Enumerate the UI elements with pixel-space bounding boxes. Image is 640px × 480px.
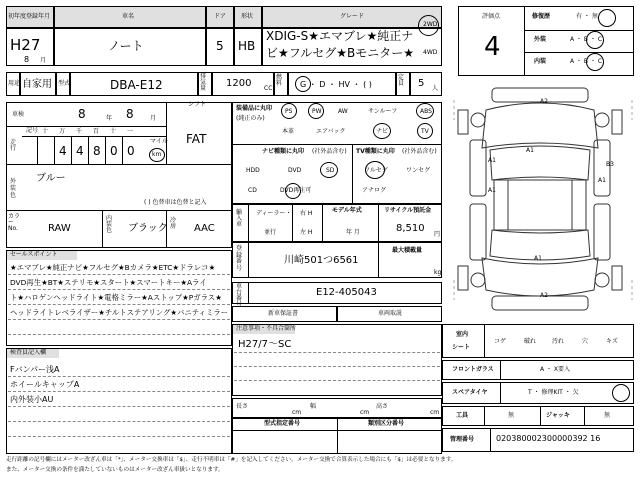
drive-2wd: 2WD bbox=[423, 21, 438, 28]
shape-label: 形状 bbox=[241, 13, 254, 20]
equipment-item: AW bbox=[338, 108, 348, 115]
grade-line2: ビ★フルセグ★Bモニター★ bbox=[266, 46, 415, 60]
unit-mile: マイル bbox=[150, 138, 168, 145]
equipment-item: サンルーフ bbox=[368, 108, 398, 115]
import-left: 左 H bbox=[300, 229, 313, 236]
disp-value: 1200 bbox=[226, 78, 252, 89]
km-circle bbox=[149, 148, 165, 162]
digit-unit-label: 百 bbox=[93, 128, 100, 135]
import-div3 bbox=[322, 204, 323, 242]
chassis-label: 車台番号 bbox=[236, 283, 243, 308]
model-label: 車名 bbox=[122, 13, 135, 20]
navi-hdd: HDD bbox=[246, 167, 260, 174]
score-label: 評価点 bbox=[482, 13, 501, 20]
length-label: 長さ bbox=[236, 403, 249, 410]
diag-mark-8: A2 bbox=[540, 292, 548, 299]
grade-label: グレード bbox=[340, 13, 365, 20]
width-unit: cm bbox=[360, 409, 370, 416]
cap-value: 5 bbox=[418, 78, 425, 89]
import-right: 右 H bbox=[300, 210, 313, 217]
sales-rule-3 bbox=[8, 304, 230, 305]
shift-divider bbox=[166, 102, 167, 164]
import-div1 bbox=[248, 204, 249, 242]
car-diagram-svg bbox=[452, 80, 634, 320]
manual-label: 車両取説 bbox=[378, 310, 403, 317]
first-reg-label: 初年度登録年月 bbox=[8, 13, 51, 20]
sales-line-3: ト★ハロゲンヘッドライト★電格ミラー★Aストップ★Pガラス★ bbox=[10, 293, 222, 302]
exterior-bottom bbox=[6, 210, 232, 211]
insp-rule-1 bbox=[8, 376, 230, 377]
footer-line-2: また、メーター交換の条件を満たしていないものはメーター改ざん車扱いとなります。 bbox=[6, 467, 224, 473]
recycle-value: 8,510 bbox=[396, 223, 425, 234]
import-div4 bbox=[378, 204, 379, 242]
mileage-digit: 0 bbox=[127, 144, 135, 158]
equipment-subtitle: (純正のみ) bbox=[236, 115, 265, 122]
tv-analog: アナログ bbox=[362, 187, 387, 194]
tools-value: 無 bbox=[508, 412, 515, 419]
mgmt-div bbox=[490, 428, 491, 452]
digit-divider bbox=[105, 136, 106, 164]
navi-note: (社外品含む) bbox=[312, 148, 347, 155]
ps-circle bbox=[281, 103, 297, 119]
recycle-label: リサイクル預託金 bbox=[384, 207, 432, 214]
seat-div bbox=[484, 324, 485, 358]
grade-row2 bbox=[524, 52, 634, 53]
color-div2 bbox=[166, 210, 167, 248]
import-div2 bbox=[292, 204, 293, 242]
notes-rule-1 bbox=[234, 352, 440, 353]
type-spec-label: 型式指定番号 bbox=[264, 420, 301, 427]
mileage-bottom bbox=[6, 164, 232, 165]
digit-unit-label: 十 bbox=[110, 128, 117, 135]
seat-item-2: 破れ bbox=[524, 338, 537, 345]
shaken-year: 8 bbox=[78, 107, 86, 121]
shape-value: HB bbox=[238, 39, 256, 53]
shift-value: FAT bbox=[186, 132, 207, 146]
mileage-digit: 0 bbox=[110, 144, 118, 158]
diag-mark-3: A1 bbox=[488, 157, 496, 164]
sales-title: セールスポイント bbox=[10, 251, 58, 258]
repair-label: 修復歴 bbox=[532, 13, 551, 20]
exterior-note: ( ) 色替車は色替と記入 bbox=[144, 199, 207, 206]
import-dealer: ディーラー・ bbox=[256, 210, 292, 217]
tools-div1 bbox=[484, 406, 485, 426]
sales-line-2: DVD再生★BT★ステリモ★スタート★スマートキー★Aライ bbox=[10, 278, 207, 287]
cap-unit: 人 bbox=[432, 85, 439, 92]
sales-line-1: ★エマブレ★純正ナビ★フルセグ★Bカメラ★ETC★ドラレコ★ bbox=[10, 263, 216, 272]
height-label: 高さ bbox=[376, 403, 389, 410]
length-unit: cm bbox=[292, 409, 302, 416]
digit-header-line bbox=[22, 136, 166, 137]
height-unit: cm bbox=[430, 409, 440, 416]
navi-dvd-play: DVD再生可 bbox=[280, 187, 312, 194]
maxload-div bbox=[378, 242, 379, 278]
color-no-label: カラーNo. bbox=[8, 213, 21, 232]
tv-circle bbox=[417, 123, 433, 139]
ac-value: AAC bbox=[194, 223, 215, 234]
new-car-label: 新車保証書 bbox=[268, 310, 299, 317]
import-parallel: 並行 bbox=[264, 229, 277, 236]
navi-circle bbox=[373, 123, 391, 139]
disp-label: 排気量 bbox=[200, 73, 207, 92]
digit-unit-label: 十 bbox=[42, 128, 49, 135]
glass-div bbox=[500, 360, 501, 380]
chassis-value: E12-405043 bbox=[316, 287, 377, 298]
grade-row1 bbox=[524, 30, 634, 31]
spec-line bbox=[232, 430, 442, 431]
cap-label: 定員 bbox=[398, 74, 405, 87]
spare-div bbox=[500, 382, 501, 404]
digit-divider bbox=[37, 136, 38, 164]
sd-circle bbox=[320, 162, 338, 178]
type-label: 型式 bbox=[58, 80, 71, 87]
dvd-play-circle bbox=[285, 183, 301, 199]
seat-item-1: コゲ bbox=[494, 338, 507, 345]
shift-label: シフト bbox=[188, 101, 207, 108]
int-b-circle bbox=[586, 53, 604, 71]
insp-rule-3 bbox=[8, 406, 230, 407]
glass-label: フロントガラス bbox=[452, 366, 494, 373]
shaken-month: 8 bbox=[126, 107, 134, 121]
int-label: 内装 bbox=[534, 58, 547, 65]
doors-label: ドア bbox=[214, 13, 226, 20]
glass-value: A ・ X要入 bbox=[540, 366, 571, 373]
color-div1 bbox=[102, 210, 103, 248]
inspector-line-3: 内外装小AU bbox=[10, 395, 54, 404]
dimensions-block bbox=[232, 398, 442, 418]
fuel-g-circle bbox=[295, 76, 311, 92]
sales-line-4: ヘッドライトレベライザー★チルトステアリング★バニティミラー bbox=[10, 308, 229, 317]
spare-label: スペアタイヤ bbox=[452, 389, 488, 396]
mileage-digit: 4 bbox=[76, 144, 84, 158]
disp-unit: CC bbox=[264, 85, 273, 92]
insp-rule-5 bbox=[8, 436, 230, 437]
digit-unit-label: 万 bbox=[59, 128, 66, 135]
car-diagram bbox=[452, 80, 634, 320]
diag-mark-6: A1 bbox=[598, 177, 606, 184]
tools-label: 工具 bbox=[456, 412, 469, 419]
inspector-line-2: ホイールキャップA bbox=[10, 380, 80, 389]
interior-label: 内装色 bbox=[106, 215, 113, 234]
insp-rule-4 bbox=[8, 421, 230, 422]
navi-cd: CD bbox=[248, 187, 257, 194]
shaken-label: 車検 bbox=[12, 111, 25, 118]
color-no: RAW bbox=[48, 223, 71, 234]
drive-2wd-circle bbox=[418, 15, 439, 36]
navi-dvd: DVD bbox=[288, 167, 302, 174]
first-reg-month-unit: 月 bbox=[40, 57, 47, 64]
seat-label-2: シート bbox=[452, 344, 471, 351]
grade-line1: XDIG-S★エマブレ★純正ナ bbox=[266, 29, 414, 43]
interior-color: ブラック bbox=[128, 223, 168, 234]
exterior-label: 外装色 bbox=[10, 178, 17, 200]
fuel-label: 燃料 bbox=[276, 74, 283, 87]
equipment-item: 本革 bbox=[282, 128, 295, 135]
diag-mark-2: A1 bbox=[526, 147, 534, 154]
digit-divider bbox=[122, 136, 123, 164]
maxload-label: 最大積載量 bbox=[392, 247, 423, 254]
diag-mark-5: B3 bbox=[606, 161, 614, 168]
seat-item-5: キズ bbox=[606, 338, 618, 345]
diag-mark-7: A1 bbox=[534, 255, 542, 262]
sales-rule-5 bbox=[8, 334, 230, 335]
pw-circle bbox=[308, 103, 324, 119]
drive-4wd: 4WD bbox=[423, 49, 438, 56]
ext-abc: A ・ B ・ C bbox=[570, 36, 603, 43]
repair-none-circle bbox=[598, 9, 616, 27]
notes-block bbox=[232, 324, 442, 396]
equipment-item: ABS bbox=[420, 108, 432, 115]
maxload-unit: kg bbox=[434, 269, 442, 276]
equipment-item: TV bbox=[421, 128, 429, 135]
equipment-title: 装備品に丸印 bbox=[236, 105, 273, 112]
first-reg-month: 8 bbox=[24, 55, 30, 64]
inspector-label: 検査員記入欄 bbox=[10, 349, 47, 356]
tv-note: (社外品含む) bbox=[402, 148, 437, 155]
spare-none-circle bbox=[612, 384, 630, 402]
fullseg-circle bbox=[365, 161, 385, 179]
mgmt-value: 020380002300000392 16 bbox=[496, 434, 601, 443]
tools-div2 bbox=[540, 406, 541, 426]
model-year-label: モデル年式 bbox=[332, 207, 362, 214]
equipment-item: PW bbox=[312, 108, 322, 115]
navi-title: ナビ種類に丸印 bbox=[262, 148, 305, 155]
ext-b-circle bbox=[586, 31, 604, 49]
width-label: 幅 bbox=[310, 403, 317, 410]
plate-value: 川崎501つ6561 bbox=[284, 255, 359, 266]
chassis-div bbox=[248, 282, 249, 304]
notes-value: H27/7～SC bbox=[238, 339, 292, 350]
plate-div bbox=[248, 242, 249, 278]
import-label: 輸入車 bbox=[236, 209, 243, 228]
notes-rule-3 bbox=[234, 380, 440, 381]
repair-opts: 有 ・ 無 bbox=[576, 13, 598, 20]
jack-value: 無 bbox=[604, 412, 611, 419]
notes-label: 注意事項・不具合箇所 bbox=[236, 325, 297, 332]
use-label: 用途 bbox=[8, 80, 21, 87]
diag-mark-4: A1 bbox=[488, 187, 496, 194]
inspector-line-1: Fバンパー浅A bbox=[10, 365, 60, 374]
recycle-yen: 円 bbox=[434, 231, 441, 238]
digit-unit-label: 千 bbox=[76, 128, 83, 135]
sales-rule-2 bbox=[8, 289, 230, 290]
sales-rule-4 bbox=[8, 319, 230, 320]
digit-divider bbox=[71, 136, 72, 164]
spare-value: T ・ 修理KIT ・ 欠 bbox=[528, 389, 579, 396]
int-abc: A ・ B ・ C bbox=[570, 58, 603, 65]
plate-label: 登録番号 bbox=[236, 245, 243, 272]
tv-fullseg: フルセグ bbox=[364, 167, 388, 174]
digit-divider bbox=[88, 136, 89, 164]
cap-box bbox=[410, 72, 442, 96]
seat-item-4: 穴 bbox=[582, 338, 589, 345]
model-value: ノート bbox=[108, 39, 144, 53]
tools-div3 bbox=[584, 406, 585, 426]
shaken-month-unit: 月 bbox=[150, 115, 157, 122]
type-value: DBA-E12 bbox=[110, 78, 163, 92]
digit-unit-label: 一 bbox=[127, 128, 134, 135]
fuel-options: G ・ D ・ HV ・ ( ) bbox=[300, 80, 372, 89]
mileage-label: 走行 bbox=[10, 139, 17, 152]
jack-label: ジャッキ bbox=[546, 412, 570, 419]
footer-line-1: 走行距離の記号欄にはメーター改ざん車は「*」、メーター交換車は「$」、走行不明車は「#」を記入してください。メーター交換で合算表示した場合にも「$」は必要となります。 bbox=[6, 457, 457, 463]
digit-divider bbox=[54, 136, 55, 164]
grade-panel-div bbox=[524, 6, 525, 76]
spec-div bbox=[337, 418, 338, 454]
mileage-digit: 4 bbox=[59, 144, 67, 158]
diag-mark-1: A2 bbox=[540, 98, 548, 105]
model-year-units: 年 月 bbox=[346, 229, 360, 236]
exterior-color: ブルー bbox=[36, 173, 66, 184]
score-value: 4 bbox=[484, 32, 501, 62]
seat-item-3: 汚れ bbox=[552, 338, 565, 345]
tv-oneseg: ワンセグ bbox=[406, 167, 431, 174]
seat-label-1: 室内 bbox=[456, 331, 469, 338]
navi-tv-divider bbox=[352, 144, 353, 204]
shaken-year-unit: 年 bbox=[106, 115, 113, 122]
category-label: 類別区分番号 bbox=[368, 420, 405, 427]
record-label: 記号 bbox=[26, 127, 39, 134]
doors-value: 5 bbox=[216, 39, 224, 53]
equipment-item: ナビ bbox=[376, 128, 389, 135]
equipment-item: エアバック bbox=[316, 128, 346, 135]
tv-title: TV種類に丸印 bbox=[356, 148, 395, 155]
notes-rule-2 bbox=[234, 366, 440, 367]
mileage-digit: 8 bbox=[93, 144, 101, 158]
mgmt-label: 管理番号 bbox=[450, 436, 475, 443]
sales-rule-1 bbox=[8, 274, 230, 275]
abs-circle bbox=[416, 103, 434, 119]
ext-label: 外装 bbox=[534, 36, 547, 43]
unit-km: km bbox=[152, 151, 162, 158]
ac-label: 冷房 bbox=[170, 217, 177, 230]
navi-sd: SD bbox=[326, 167, 335, 174]
insp-rule-2 bbox=[8, 391, 230, 392]
equip-divider bbox=[232, 144, 442, 145]
equipment-item: PS bbox=[285, 108, 293, 115]
use-value: 自家用 bbox=[22, 79, 52, 90]
first-reg-era: H27 bbox=[10, 36, 41, 54]
